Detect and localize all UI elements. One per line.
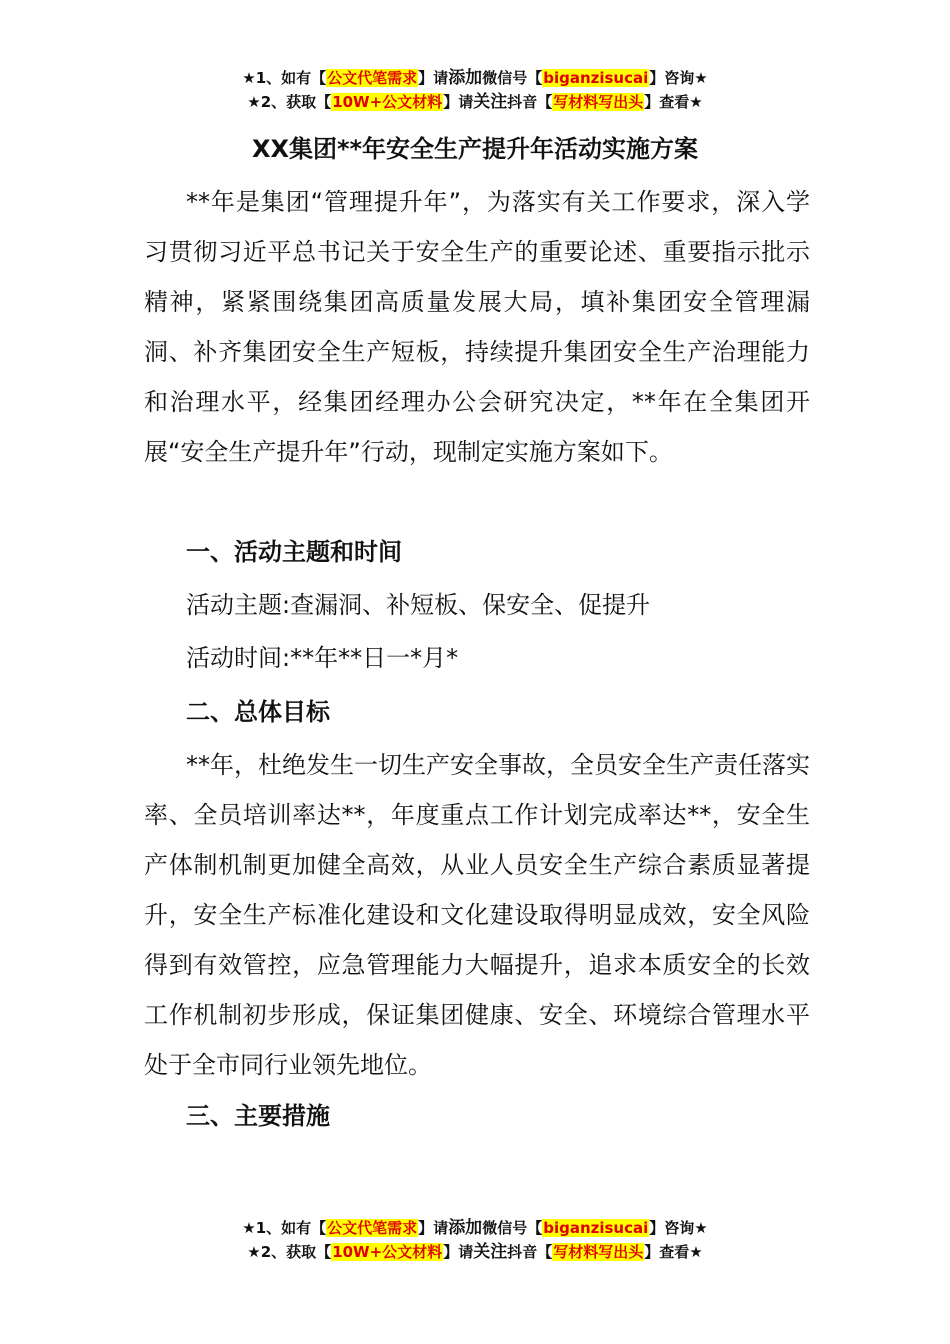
promo-text: 微信号【 [482,69,543,87]
promo-line-1 [0,1216,950,1240]
document-title: XX集团**年安全生产提升年活动实施方案 [251,135,699,163]
promo-text: 】查看★ [644,1243,703,1261]
promo-text: 】查看★ [644,93,703,111]
section-2-heading: 二、总体目标 [186,698,330,726]
section-1-heading: 一、活动主题和时间 [186,538,402,566]
promo-highlight: 10W+公文材料 [332,93,443,111]
promo-text: ★2、获取【 [247,1243,332,1261]
promo-highlight: 公文代笔需求 [327,69,418,87]
promo-highlight: biganzisucai [543,1219,649,1237]
promo-highlight: biganzisucai [543,69,649,87]
section-3-heading: 三、主要措施 [186,1102,330,1130]
promo-text: 】请 [443,1243,474,1261]
intro-paragraph: **年是集团“管理提升年”，为落实有关工作要求，深入学习贯彻习近平总书记关于安全生产的重要论述、重要指示批示精神，紧紧围绕集团高质量发展大局，填补集团安全管理漏洞、补齐集团安全生产短板，持续提升集团安全生产治理能力和治理水平，经集团经理办公会研究决定，**年在全集团开展“安全生产提升年”行动，现制定实施方案如下。 [144,188,810,466]
promo-text: ★1、如有【 [242,1219,327,1237]
promo-emphasis: 添加 [448,1218,483,1238]
promo-text: 】请 [418,1219,449,1237]
promo-text: 】请 [443,93,474,111]
promo-line-2 [0,90,950,114]
promo-text: 】咨询★ [649,1219,708,1237]
promo-highlight: 10W+公文材料 [332,1243,443,1261]
overall-goal-paragraph: **年，杜绝发生一切生产安全事故，全员安全生产责任落实率、全员培训率达**，年度重点工作计划完成率达**，安全生产体制机制更加健全高效，从业人员安全生产综合素质显著提升，安全生产标准化建设和文化建设取得明显成效，安全风险得到有效管控，应急管理能力大幅提升，追求本质安全的长效工作机制初步形成，保证集团健康、安全、环境综合管理水平处于全市同行业领先地位。 [144,751,810,1079]
activity-theme: 活动主题:查漏洞、补短板、保安全、促提升 [186,591,651,619]
promo-text: ★1、如有【 [242,69,327,87]
promo-text: 】咨询★ [649,69,708,87]
promo-emphasis: 关注 [473,92,508,112]
promo-highlight: 写材料写出头 [553,93,644,111]
promo-text: 抖音【 [507,93,553,111]
promo-text: 抖音【 [507,1243,553,1261]
promo-emphasis: 添加 [448,68,483,88]
promo-line-1 [0,66,950,90]
activity-time: 活动时间:**年**日一*月* [186,644,459,672]
promo-text: 微信号【 [482,1219,543,1237]
promo-emphasis: 关注 [473,1242,508,1262]
promo-highlight: 公文代笔需求 [327,1219,418,1237]
promo-banner-bottom [0,1216,950,1264]
promo-banner-top [0,66,950,114]
promo-line-2 [0,1240,950,1264]
promo-text: ★2、获取【 [247,93,332,111]
promo-highlight: 写材料写出头 [553,1243,644,1261]
promo-text: 】请 [418,69,449,87]
